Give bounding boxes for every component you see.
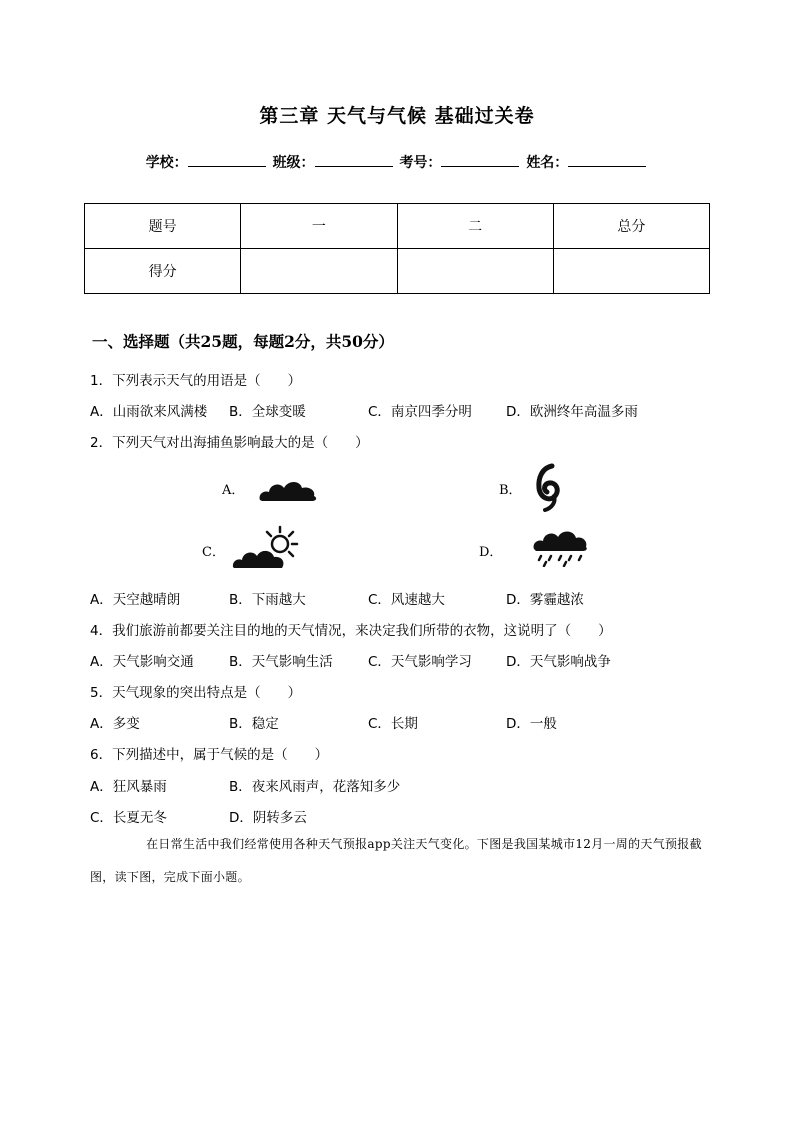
score-table	[84, 203, 710, 294]
class-label: 班级：	[272, 155, 315, 171]
score-row-label: 得分	[85, 249, 241, 294]
cloudy-icon	[256, 474, 320, 504]
question-stem: 5．天气现象的突出特点是（ ）	[90, 685, 302, 701]
option-c: C．风速越大	[368, 592, 445, 608]
question-stem: 1．下列表示天气的用语是（ ）	[90, 373, 302, 389]
score-cell	[397, 249, 553, 294]
score-table-row	[85, 249, 710, 294]
figure-label-d: D．	[479, 545, 503, 560]
option-c: C．天气影响学习	[368, 654, 472, 670]
option-a: A．多变	[90, 716, 140, 732]
option-b: B．稳定	[229, 716, 279, 732]
question-stem: 2．下列天气对出海捕鱼影响最大的是（ ）	[90, 435, 369, 451]
option-a: A．山雨欲来风满楼	[90, 404, 208, 420]
score-cell	[241, 249, 397, 294]
score-header-cell: 题号	[85, 204, 241, 249]
option-b: B．下雨越大	[229, 592, 306, 608]
score-header-cell: 一	[241, 204, 397, 249]
student-info-line	[0, 152, 794, 172]
option-b: B．全球变暖	[229, 404, 306, 420]
figure-label-b: B．	[499, 483, 522, 498]
score-header-cell: 总分	[553, 204, 709, 249]
option-b: B．天气影响生活	[229, 654, 333, 670]
question-stem: 4．我们旅游前都要关注目的地的天气情况，来决定我们所带的衣物，这说明了（ ）	[90, 623, 612, 639]
section-heading: 一、选择题（共25题，每题2分，共50分）	[92, 332, 394, 351]
number-label: 考号：	[399, 155, 442, 171]
name-label: 姓名：	[526, 155, 569, 171]
option-d: D．欧洲终年高温多雨	[506, 404, 638, 420]
number-blank	[441, 152, 519, 167]
option-a: A．天气影响交通	[90, 654, 194, 670]
rain-icon	[531, 527, 589, 567]
option-c: C．长夏无冬	[90, 810, 167, 826]
partly-cloudy-icon	[230, 524, 304, 570]
page-title: 第三章 天气与气候 基础过关卷	[259, 105, 535, 127]
question-stem: 6．下列描述中，属于气候的是（ ）	[90, 747, 329, 763]
passage-text: 在日常生活中我们经常使用各种天气预报app关注天气变化。下图是我国某城市12月一周的天气预报截图，读下图，完成下面小题。	[90, 837, 702, 884]
figure-label-a: A．	[222, 483, 245, 498]
option-d: D．一般	[506, 716, 557, 732]
score-header-cell: 二	[397, 204, 553, 249]
school-blank	[188, 152, 266, 167]
score-cell	[553, 249, 709, 294]
option-d: D．天气影响战争	[506, 654, 611, 670]
option-b: B．夜来风雨声，花落知多少	[229, 779, 401, 795]
option-a: A．天空越晴朗	[90, 592, 181, 608]
option-a: A．狂风暴雨	[90, 779, 167, 795]
school-label: 学校：	[145, 155, 188, 171]
score-table-header-row	[85, 204, 710, 249]
option-c: C．长期	[368, 716, 418, 732]
name-blank	[568, 152, 646, 167]
option-d: D．阴转多云	[229, 810, 307, 826]
option-d: D．雾霾越浓	[506, 592, 584, 608]
figure-label-c: C．	[202, 545, 225, 560]
typhoon-icon	[530, 460, 564, 512]
class-blank	[315, 152, 393, 167]
option-c: C．南京四季分明	[368, 404, 472, 420]
